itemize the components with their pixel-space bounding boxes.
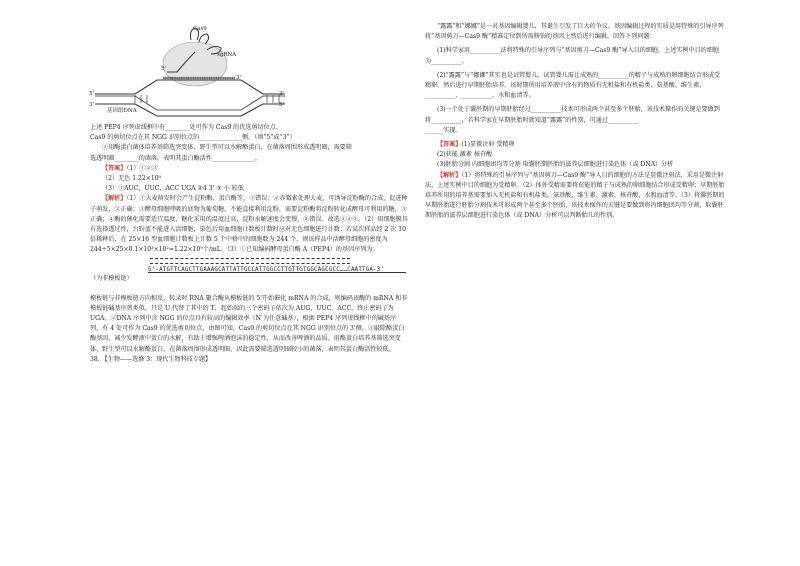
- analysis-tag: 【解析】: [102, 195, 127, 203]
- answer-line-3: （3）①AUC、UUC、ACC UGA ②4 3' ③ 小 较低: [102, 185, 244, 193]
- sgrna-label: sgRNA: [217, 52, 237, 58]
- cas9-diagram: [89, 22, 285, 117]
- template-strand-label: （为非模板链）: [90, 274, 133, 282]
- intro-paragraph: “露露”和“娜娜”是一对基因编辑婴儿，其诞生引发了巨大的争议。基因编辑过程的实质是用特殊的引导序列将“基因剪刀—Cas9 酶”精准定位到所需修饰的基因上然后进行编辑。回答下列问题：: [425, 23, 724, 41]
- question-3: (3)一个处于囊胚期的早期胚胎经过__________技术可形成两个甚至多个胚胎，该技术操作的关键是要做到将__________，若科学家在早期胚胎时就知道“露露”的性别，可通过__________: [425, 106, 720, 124]
- answer-right-line-3: (3)胚胎分割 内细胞团均等分割 取囊胚期胚胎的滋养层细胞进行染色体（或 DNA）分析: [437, 161, 674, 169]
- prime-3-left-label: 3': [89, 102, 95, 108]
- dashed-box: [150, 258, 350, 264]
- question-3-end: ______实现。: [425, 126, 462, 134]
- question-1: (1)科学家用__________法将特殊的引导序列与“基因剪刀—Cas9 酶”导入目的细胞，上述实例中目的细胞为__________。: [425, 47, 719, 65]
- answer-right-line-2: (2)获能 激素 核苷酸: [437, 151, 493, 159]
- cas9-label: Cas9: [193, 26, 207, 32]
- analysis-paragraph-2: 模板链与非模板链方向相反，转录时 RNA 聚合酶从模板链的 5'开始催化 mRNA 的合成，则编码该酶的 mRNA 和非模板链碱基序列类似，只是 U 代替了其中的 T，起始端的三个密码子依次为 AUG、UUC、ACC，终止密码子为 UGA。②DNA 序列中含 NGG 的位点具有较高的编辑效率（N 为任意碱基），根据 PEP4 序列虚线框中的碱基序列，有 4 处可作为 Cas9 的优选剪切位点，由图可知，Cas9 的剪切位点在其 NGG 识别位点的 3'侧。③敲除酪蛋白酶基因，减少发酵液中蛋白的水解，有助于增强啤酒泡沫的稳定性，从而改善啤酒的品质。用酪蛋白培养基筛选突变体，野生型可以水解酪蛋白，在菌落周围形成透明圈，因此需要筛选透明圈较小的菌落，表明其蛋白酶活性较低。: [90, 294, 408, 353]
- question-line-4: 选透明圈________的菌落，表明其蛋白酶活性______________。: [90, 154, 261, 162]
- question-line-3: ③用酶蛋白菌体培养基筛选突变体，野生型可以水解酪蛋白，在菌落周围形成透明圈，需要筛: [102, 144, 352, 152]
- question-line-2: Cas9 的剪切位点在其 NGG 识别位点的______________侧。（填“5”或“3”）: [90, 134, 296, 142]
- question-38-heading: 38. 【生物——选修 3：现代生物科技专题】: [90, 355, 212, 363]
- answer-right-line-1: (1)显微注射 受精卵: [461, 141, 515, 149]
- analysis-text-1: （1）①大麦萌发时会产生淀粉酶、蛋白酶等，①错误；②赤霉素处理大麦，可诱导淀粉酶的合成，促进种子萌发，②正确；③酵母细胞呼吸的底物为葡萄糖，不能直接利用淀粉，需要淀粉酶将淀粉转化成酵母可利用的糖，③正确；④酶的催化需要适宜温度，糖化采用的温度过高，淀粉水解速度会变慢，④错误。故选③②③。（2）用细胞膜具有选择透过性，台盼蓝不能进入活细胞，染色后用血细胞计数板计数时应对无色细胞进行计数；若某次样品经 2 次 10 倍稀释后，在 25×16 型血细胞计数板上计数 5 个中格中的细胞数为 244 个，则该样品中活酵母细胞的密度为 244÷5×25×0.1×10³×10²=1.22×10⁹个/mL。（3）①已知编码酵母蛋白酶 A（PEP4）的基因序列为：: [90, 195, 408, 254]
- analysis-right-text: （1）将特殊的引导序列与“基因剪刀—Cas9 酶”导入目的细胞的方法是显微注射法，采用是微注射法，上述实例中目的细胞为受精卵。（2）体外受精需要将获能的精子与成熟的卵细胞结合形成受精卵；早期胚胎培养所用的培养基需要加入无机盐和有机盐类、氨基酸、维生素、激素、核苷酸、水和血清等。（3）将囊胚期的早期胚胎进行胚胎分割技术可形成两个甚至多个胚胎，该技术操作的关键是要做到将内细胞团均等分割，取囊胚期胚胎的滋养层细胞进行染色体（或 DNA）分析可以判断胎儿的性别。: [425, 171, 725, 220]
- answer-line-2: （2）无色 1.22×10⁹: [102, 175, 162, 183]
- analysis-tag-right: 【解析】: [437, 171, 462, 179]
- genomic-dna-label: 基因组DNA: [107, 108, 137, 114]
- analysis-right-paragraph: [425, 171, 725, 222]
- answer-heading-right: [425, 140, 725, 150]
- prime-3-right-label: 3': [279, 91, 285, 97]
- answer-tag-right: 【答案】: [437, 141, 462, 149]
- left-column: [90, 22, 408, 365]
- question-line-1: 上述 PEP4 序列虚线框中有________处可作为 Cas9 的优选剪切位点。: [90, 124, 282, 131]
- question-2: (2)“露露”与“娜娜”其实也是试管婴儿，试管婴儿需让成熟的__________的精子与成熟的卵细胞结合形成受精卵，然后进行早期胚胎培养。该时期所用培养液中含有的物质有无机盐和有机盐类、氨基酸、维生素、__________、__________、水和血清等。: [425, 71, 721, 100]
- sequence-underline: [148, 272, 406, 273]
- analysis-paragraph-1: [90, 194, 408, 255]
- prime-5-left-label: 5': [89, 91, 95, 97]
- answer-heading: [90, 164, 408, 174]
- prime-5-right-label: 5': [279, 102, 285, 108]
- prime-5-top-label: 5': [161, 66, 167, 72]
- cas9-dna-illustration: [95, 22, 285, 117]
- sequence-figure: [90, 258, 408, 292]
- answer-line-1: （1）①②③: [126, 164, 158, 172]
- dna-sequence: 5'-ATGTTCAGCTTGAAAGCATTATTGCCATTGGCCTTGTTGTGGCAGCGCC……CAATTGA-3': [148, 266, 385, 273]
- right-column: [425, 22, 725, 222]
- answer-tag: 【答案】: [102, 164, 127, 172]
- prime-3-mid-label: 3': [236, 75, 242, 81]
